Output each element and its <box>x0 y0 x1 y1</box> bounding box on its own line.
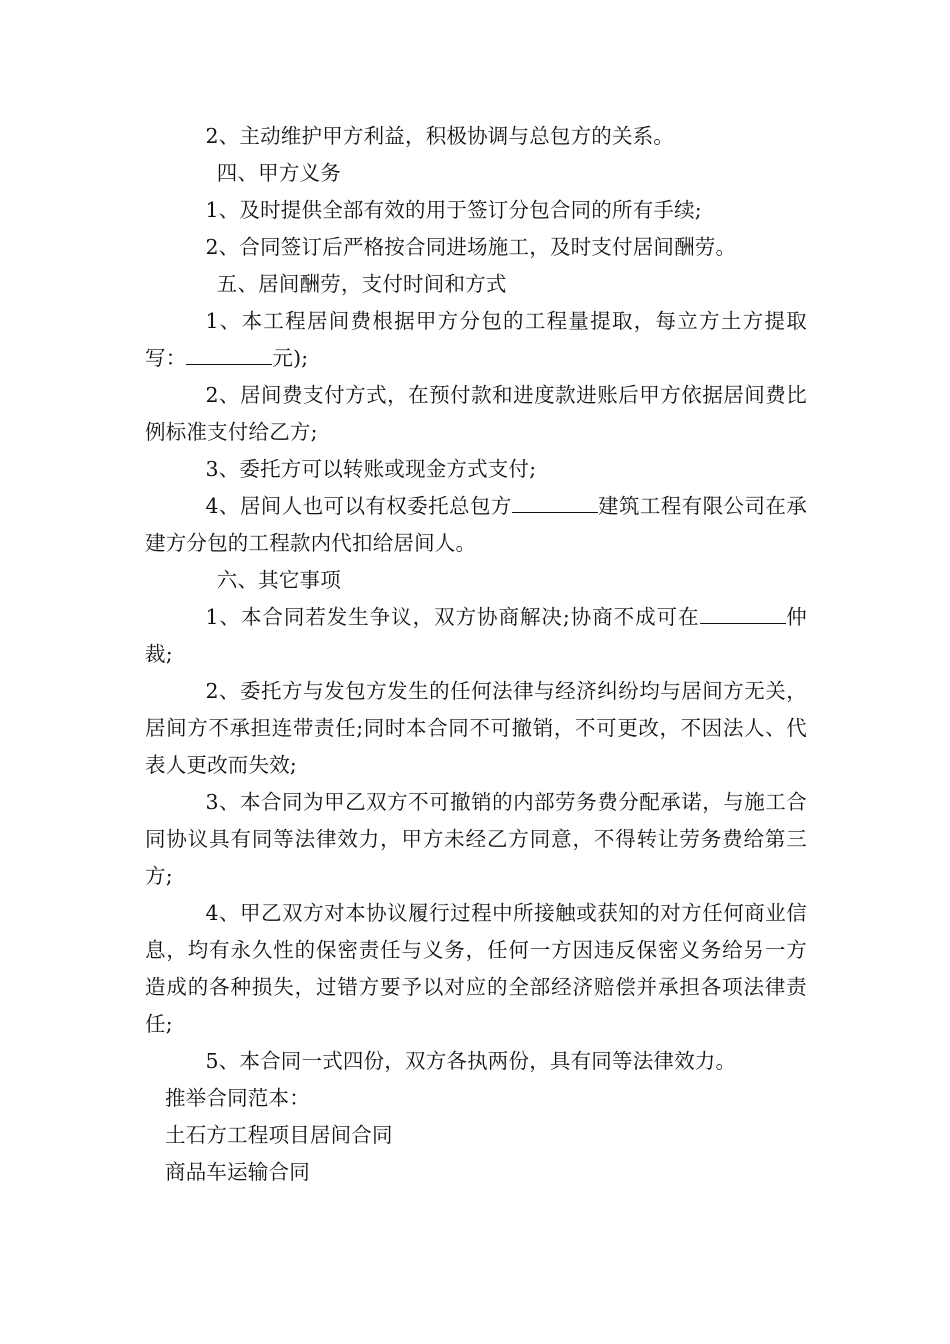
fill-in-blank <box>512 494 598 513</box>
recommend-label: 推举合同范本： <box>165 1086 310 1110</box>
paragraph: 2、合同签订后严格按合同进场施工，及时支付居间酬劳。 <box>205 235 737 259</box>
section-heading: 四、甲方义务 <box>216 161 341 185</box>
paragraph: 2、委托方与发包方发生的任何法律与经济纠纷均与居间方无关，居间方不承担连带责任;同时本合同不可撤销，不可更改，不因法人、代表人更改而失效; <box>145 679 807 777</box>
paragraph-text: 建筑工程有限公司在承建方分包的工程款内代扣给居间人。 <box>145 494 808 555</box>
paragraph: 3、本合同为甲乙双方不可撤销的内部劳务费分配承诺，与施工合同协议具有同等法律效力，甲方未经乙方同意，不得转让劳务费给第三方; <box>145 790 807 888</box>
fill-in-blank <box>186 346 272 365</box>
document-body <box>145 118 807 1191</box>
recommend-link-2[interactable]: 商品车运输合同 <box>165 1160 310 1184</box>
recommend-link-1[interactable]: 土石方工程项目居间合同 <box>165 1123 393 1147</box>
paragraph-with-blank <box>145 599 807 673</box>
paragraph-text: 4、居间人也可以有权委托总包方 <box>205 494 512 518</box>
paragraph: 2、居间费支付方式，在预付款和进度款进账后甲方依据居间费比例标准支付给乙方; <box>145 383 807 444</box>
paragraph-text: 1、本工程居间费根据甲方分包的工程量提取，每立方土方提取写： <box>145 309 807 370</box>
paragraph-with-blank <box>145 303 807 377</box>
paragraph: 2、主动维护甲方利益，积极协调与总包方的关系。 <box>205 124 675 148</box>
paragraph-text: 元); <box>272 346 309 370</box>
section-heading: 六、其它事项 <box>216 568 341 592</box>
paragraph: 4、甲乙双方对本协议履行过程中所接触或获知的对方任何商业信息，均有永久性的保密责任与义务，任何一方因违反保密义务给另一方造成的各种损失，过错方要予以对应的全部经济赔偿并承担各项法律责任; <box>145 901 807 1036</box>
paragraph-text: 1、本合同若发生争议，双方协商解决;协商不成可在 <box>205 605 700 629</box>
paragraph: 1、及时提供全部有效的用于签订分包合同的所有手续; <box>205 198 702 222</box>
paragraph-with-blank <box>145 488 807 562</box>
paragraph-text: 仲裁; <box>145 605 808 666</box>
paragraph: 3、委托方可以转账或现金方式支付; <box>205 457 537 481</box>
fill-in-blank <box>700 605 786 624</box>
section-heading: 五、居间酬劳，支付时间和方式 <box>216 272 507 296</box>
paragraph: 5、本合同一式四份，双方各执两份，具有同等法律效力。 <box>205 1049 737 1073</box>
